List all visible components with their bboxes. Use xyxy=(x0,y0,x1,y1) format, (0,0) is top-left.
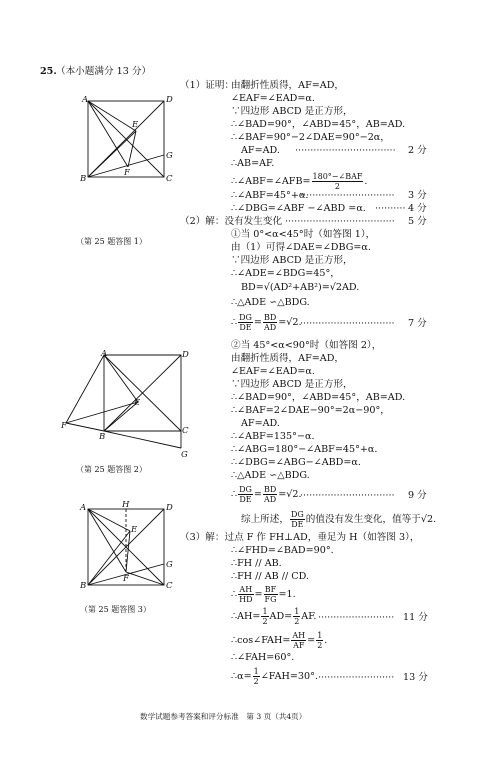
point-label: F xyxy=(61,421,67,431)
point-label: G xyxy=(166,560,173,570)
numerator: DG xyxy=(239,485,252,494)
point-label: G xyxy=(166,151,173,161)
p2-line: BD=√(AD²+AB²)=√2AD. xyxy=(241,282,360,293)
leader-dots: ························· xyxy=(318,612,395,623)
denominator: HD xyxy=(239,595,253,604)
fraction xyxy=(238,585,253,604)
fraction xyxy=(263,485,277,504)
point-label: B xyxy=(80,174,87,184)
p2-line: ∴∠ABF=135°−α. xyxy=(231,431,315,442)
numerator: BD xyxy=(263,485,277,494)
point-label: C xyxy=(182,426,189,436)
point-label: F xyxy=(123,574,129,584)
fraction xyxy=(238,313,253,332)
denominator: 2 xyxy=(253,677,259,686)
p2-text: 综上所述， xyxy=(241,514,289,525)
point-label: C xyxy=(166,581,173,591)
p1-line: ∴∠ABF=45°+α. xyxy=(231,190,309,201)
point-label: B xyxy=(80,581,87,591)
p3-line: ∴∠FAH=60°. xyxy=(231,652,295,663)
point-label: B xyxy=(99,432,106,442)
question-title: （本小题满分 13 分） xyxy=(56,66,152,77)
p1-line-fraction xyxy=(231,172,367,191)
denominator: DE xyxy=(239,323,252,332)
p2-line: ∴△ADE ∽△BDG. xyxy=(231,297,310,308)
score-mark: 2 分 xyxy=(408,145,427,156)
p2-ratio-line: ∴ $\frac{DG}{DE}$ = $\frac{BD}{AD}$ =√2. xyxy=(231,313,302,332)
denominator: DE xyxy=(291,520,304,529)
fraction xyxy=(290,510,305,529)
fraction xyxy=(264,585,278,604)
fraction xyxy=(263,313,277,332)
numerator: DG xyxy=(290,510,304,519)
p2-line: 由（1）可得∠DAE=∠DBG=α. xyxy=(231,242,371,253)
p2-line: ∴∠BAD=90°，∠ABD=45°，AB=AD. xyxy=(231,392,406,403)
p2-text: =√2. xyxy=(278,489,302,500)
p2-line: ∴∠DBG=∠ABG−∠ABD=α. xyxy=(231,457,361,468)
question-number: 25. xyxy=(40,66,57,77)
leader-dots: ······························· xyxy=(300,490,395,501)
numerator: 1 xyxy=(253,667,259,676)
score-mark: 9 分 xyxy=(408,490,427,501)
p2-line: AF=AD. xyxy=(241,418,280,429)
numerator: DG xyxy=(239,313,252,322)
p2-text: =√2. xyxy=(278,317,302,328)
score-mark: 4 分 xyxy=(408,203,427,214)
p1-line: ∴∠DBG=∠ABF −∠ABD =α. xyxy=(231,203,366,214)
point-label: A xyxy=(80,503,87,513)
p3-ah-line xyxy=(231,607,316,626)
fraction xyxy=(291,631,306,650)
leader-dots: ································· xyxy=(295,145,396,156)
p3-text: . xyxy=(324,635,328,646)
point-label: A xyxy=(101,349,108,359)
point-label: C xyxy=(166,174,173,184)
denominator: AD xyxy=(264,495,277,504)
denominator: 2 xyxy=(294,617,300,626)
p1-line: AF=AD. xyxy=(241,145,280,156)
denominator: 2 xyxy=(317,641,323,650)
part1-label: （1）证明： xyxy=(180,80,235,91)
p2-line: ①当 0°<α<45°时（如答图 1）， xyxy=(231,229,376,240)
p3-line: ∴FH // AB // CD. xyxy=(231,571,309,582)
p3-ratio-line: ∴ $\frac{AH}{HD}$ = $\frac{BF}{FG}$ =1. xyxy=(231,585,296,604)
p2-line: 由翻折性质得，AF=AD， xyxy=(231,353,344,364)
p1-line: ∴AB=AF. xyxy=(231,158,275,169)
point-label: E xyxy=(134,398,141,408)
denominator: DE xyxy=(239,495,252,504)
p3-text: ∴AH= xyxy=(231,611,261,622)
p2-line: ∵四边形 ABCD 是正方形， xyxy=(231,379,353,390)
denominator: 2 xyxy=(262,617,268,626)
p3-text: AD= xyxy=(269,611,293,622)
score-mark: 7 分 xyxy=(408,318,427,329)
part3-label: （3）解：过点 F 作 FH⊥AD，垂足为 H（如答图 3）， xyxy=(180,532,420,543)
fraction xyxy=(253,667,260,686)
fraction xyxy=(261,607,268,626)
numerator: AH xyxy=(292,631,306,640)
p3-line: ∴∠FHD=∠BAD=90°. xyxy=(231,545,334,556)
point-label: H xyxy=(122,500,130,510)
fraction xyxy=(238,485,253,504)
p2-line: ②当 45°<α<90°时（如答图 2）， xyxy=(231,340,382,351)
p3-alpha-line xyxy=(231,667,318,686)
point-label: F xyxy=(124,168,130,178)
fraction xyxy=(316,631,323,650)
p2-ratio-line: ∴ $\frac{DG}{DE}$ = $\frac{BD}{AD}$ =√2. xyxy=(231,485,302,504)
p1-line: ∴∠BAD=90°，∠ABD=45°，AB=AD. xyxy=(231,119,406,130)
p1-line: ∠EAF=∠EAD=α. xyxy=(231,93,315,104)
p2-line: ∠EAF=∠EAD=α. xyxy=(231,366,315,377)
p2-line: ∴△ADE ∽△BDG. xyxy=(231,470,310,481)
denominator: AF xyxy=(293,641,305,650)
denominator: 2 xyxy=(334,182,341,191)
leader-dots: ······························· xyxy=(300,318,395,329)
leader-dots: ························· xyxy=(318,672,395,683)
numerator: 1 xyxy=(262,607,268,616)
p2-line: ∴∠BAF=2∠DAE−90°=2α−90°， xyxy=(231,405,390,416)
p1-line: 由翻折性质得，AF=AD， xyxy=(231,80,344,91)
point-label: E xyxy=(131,525,138,535)
point-label: A xyxy=(82,95,89,105)
p2-text: 的值没有发生变化，值等于√2. xyxy=(305,514,437,525)
p3-text: ∠FAH=30°. xyxy=(260,671,318,682)
fraction xyxy=(293,607,300,626)
leader-dots: ······························· xyxy=(300,190,395,201)
p3-text: AF. xyxy=(301,611,317,622)
score-mark: 3 分 xyxy=(408,190,427,201)
score-mark: 11 分 xyxy=(403,612,428,623)
p1-line: ∵四边形 ABCD 是正方形， xyxy=(231,106,353,117)
point-label: D xyxy=(166,95,173,105)
figure-2-caption: （第 25 题答图 2） xyxy=(76,465,147,474)
p1-line: ∴∠BAF=90°−2∠DAE=90°−2α， xyxy=(231,132,390,143)
denominator: AD xyxy=(264,323,277,332)
score-mark: 13 分 xyxy=(403,672,428,683)
p3-text: ∴cos∠FAH= xyxy=(231,635,291,646)
p2-line: ∴∠ADE=∠BDG=45°， xyxy=(231,268,340,279)
point-label: D xyxy=(182,350,189,360)
figure-1-caption: （第 25 题答图 1） xyxy=(76,237,147,246)
part2-label: （2）解：没有发生变化 xyxy=(180,216,283,227)
p1-text: . xyxy=(364,176,368,187)
numerator: 180°−∠BAF xyxy=(312,172,363,181)
numerator: 1 xyxy=(294,607,300,616)
score-mark: 5 分 xyxy=(408,216,427,227)
point-label: G xyxy=(181,450,188,460)
p1-text: ∴∠ABF=∠AFB= xyxy=(231,176,311,187)
leader-dots: ···································· xyxy=(285,216,395,227)
leader-dots: ·········· xyxy=(375,203,406,214)
numerator: BD xyxy=(263,313,277,322)
point-label: E xyxy=(132,120,139,130)
p2-line: ∵四边形 ABCD 是正方形， xyxy=(231,255,353,266)
fraction xyxy=(312,172,364,191)
p3-text: = xyxy=(307,635,316,646)
p3-text: =1. xyxy=(278,589,296,600)
conclusion-line xyxy=(241,510,436,529)
numerator: AH xyxy=(239,585,253,594)
denominator: FG xyxy=(264,595,277,604)
numerator: 1 xyxy=(317,631,323,640)
p2-line: ∴∠ABG=180°−∠ABF=45°+α. xyxy=(231,444,378,455)
numerator: BF xyxy=(264,585,277,594)
point-label: D xyxy=(166,503,173,513)
p3-text: ∴α= xyxy=(231,671,252,682)
figure-3-caption: （第 25 题答图 3） xyxy=(80,605,151,614)
page-footer: 数学试题参考答案和评分标准 第 3 页（共4页） xyxy=(140,712,307,721)
p3-line: ∴FH // AB. xyxy=(231,558,282,569)
p3-cos-line xyxy=(231,631,327,650)
figure-2-diagram xyxy=(60,350,190,460)
